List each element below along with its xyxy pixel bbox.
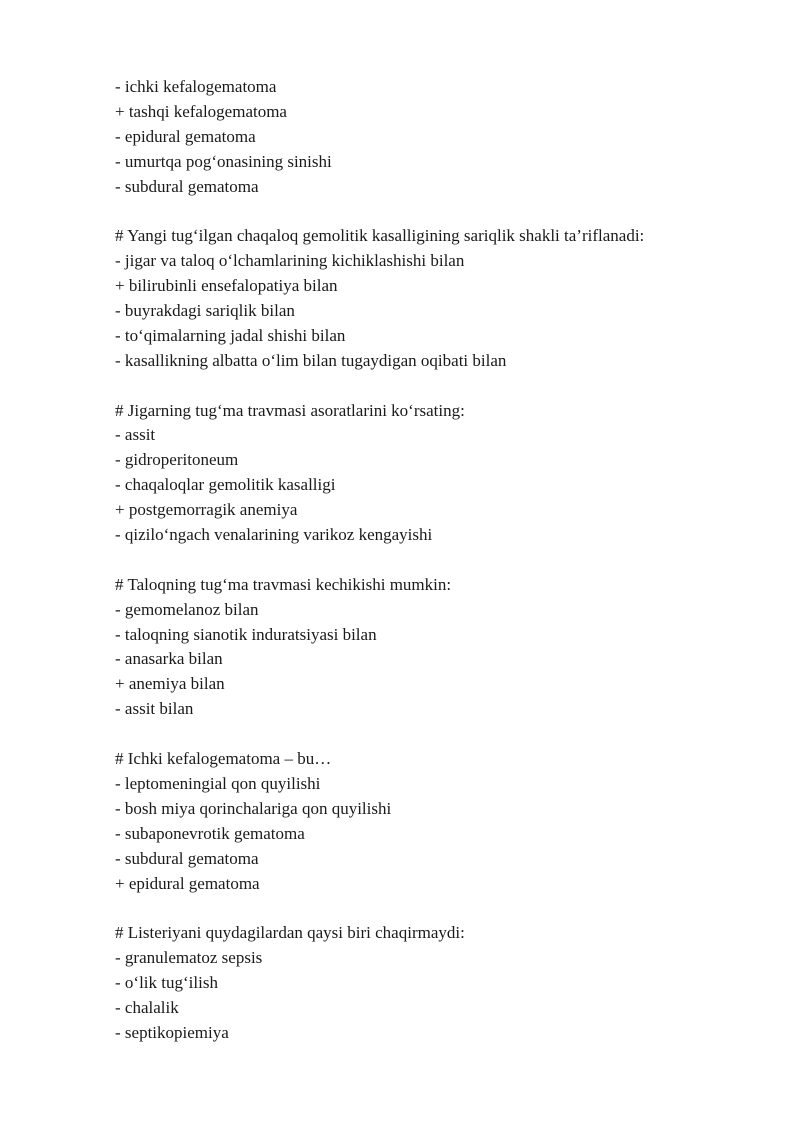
block-spacer <box>115 199 755 224</box>
block-spacer <box>115 374 755 399</box>
question-text: # Listeriyani quydagilardan qaysi biri chaqirmaydi: <box>115 923 465 943</box>
answer-option: - anasarka bilan <box>115 649 223 669</box>
quiz-block <box>115 224 755 373</box>
answer-option: - jigar va taloq o‘lchamlarining kichiklashishi bilan <box>115 251 465 271</box>
answer-option: - umurtqa pog‘onasining sinishi <box>115 151 332 171</box>
question-text: # Jigarning tug‘ma travmasi asoratlarini ko‘rsating: <box>115 400 465 420</box>
quiz-block <box>115 75 755 199</box>
answer-option-correct: + bilirubinli ensefalopatiya bilan <box>115 276 338 296</box>
question-text: # Ichki kefalogematoma – bu… <box>115 749 332 769</box>
answer-option: - granulematoz sepsis <box>115 948 263 968</box>
quiz-content <box>115 75 755 1046</box>
answer-option-correct: + tashqi kefalogematoma <box>115 101 287 121</box>
answer-option: - to‘qimalarning jadal shishi bilan <box>115 325 346 345</box>
quiz-block <box>115 573 755 722</box>
answer-option: - chaqaloqlar gemolitik kasalligi <box>115 475 336 495</box>
answer-option: - chalalik <box>115 997 179 1017</box>
quiz-block <box>115 747 755 896</box>
answer-option: - subaponevrotik gematoma <box>115 823 305 843</box>
answer-option: - assit <box>115 425 156 445</box>
quiz-block <box>115 921 755 1045</box>
block-spacer <box>115 548 755 573</box>
answer-option: - gidroperitoneum <box>115 450 239 470</box>
answer-option-correct: + postgemorragik anemiya <box>115 500 298 520</box>
answer-option: - leptomeningial qon quyilishi <box>115 773 321 793</box>
answer-option: - buyrakdagi sariqlik bilan <box>115 301 295 321</box>
answer-option: - ichki kefalogematoma <box>115 77 277 96</box>
quiz-block <box>115 399 755 548</box>
answer-option: - kasallikning albatta o‘lim bilan tugaydigan oqibati bilan <box>115 350 507 370</box>
question-text: # Taloqning tug‘ma travmasi kechikishi mumkin: <box>115 574 452 594</box>
answer-option: - bosh miya qorinchalariga qon quyilishi <box>115 798 392 818</box>
answer-option: - taloqning sianotik induratsiyasi bilan <box>115 624 377 644</box>
answer-option: - subdural gematoma <box>115 848 259 868</box>
answer-option-correct: + epidural gematoma <box>115 873 260 893</box>
answer-option: - subdural gematoma <box>115 176 259 196</box>
answer-option: - septikopiemiya <box>115 1022 229 1042</box>
block-spacer <box>115 896 755 921</box>
answer-option: - o‘lik tug‘ilish <box>115 973 218 993</box>
answer-option-correct: + anemiya bilan <box>115 674 225 694</box>
answer-option: - gemomelanoz bilan <box>115 599 259 619</box>
answer-option: - assit bilan <box>115 699 194 719</box>
block-spacer <box>115 722 755 747</box>
answer-option: - epidural gematoma <box>115 126 256 146</box>
question-text: # Yangi tug‘ilgan chaqaloq gemolitik kasalligining sariqlik shakli ta’riflanadi: <box>115 226 645 246</box>
answer-option: - qizilo‘ngach venalarining varikoz kengayishi <box>115 525 433 545</box>
